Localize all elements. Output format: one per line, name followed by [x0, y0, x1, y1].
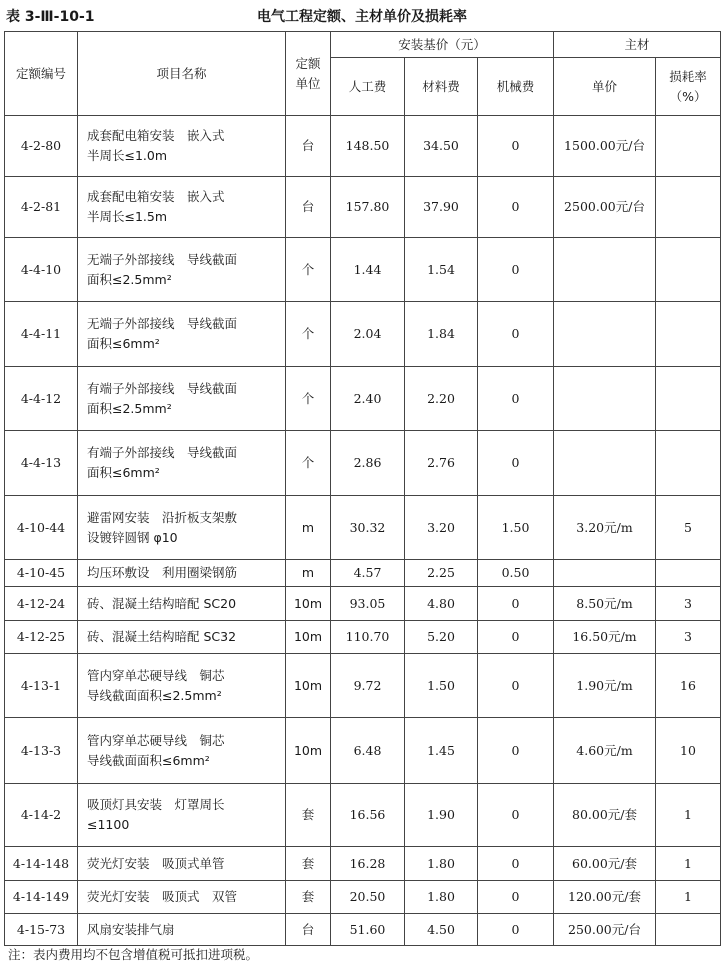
row-name-line: 面积≤2.5mm² [87, 271, 172, 287]
row-name-line: ≤1100 [87, 817, 130, 832]
row-name-line: 面积≤6mm² [87, 465, 160, 480]
row-machine: 0 [478, 784, 554, 847]
row-name-line: 均压环敷设 利用圈梁钢筋 [87, 565, 238, 580]
row-machine: 0 [478, 621, 554, 654]
row-name-line: 无端子外部接线 导线截面 [87, 251, 238, 267]
row-unit: 个 [286, 302, 331, 367]
row-unit: 套 [286, 784, 331, 847]
row-name [78, 116, 286, 177]
row-name [78, 431, 286, 496]
row-loss-rate [656, 238, 721, 302]
row-name-line: 砖、混凝土结构暗配 SC20 [87, 595, 237, 611]
row-name [78, 621, 286, 654]
row-material: 1.50 [405, 654, 478, 718]
row-code: 4-4-11 [5, 302, 78, 367]
row-machine: 1.50 [478, 496, 554, 560]
row-labor: 148.50 [331, 116, 405, 177]
row-machine: 0 [478, 847, 554, 881]
header-unit-line2: 单位 [295, 75, 321, 91]
row-material: 4.50 [405, 914, 478, 946]
row-name [78, 784, 286, 847]
table-row [5, 881, 721, 914]
row-name-line: 成套配电箱安装 嵌入式 [87, 189, 225, 204]
row-unit: 个 [286, 238, 331, 302]
table-row [5, 238, 721, 302]
row-name [78, 367, 286, 431]
row-unit-price [554, 367, 656, 431]
header-install-base: 安装基价（元） [331, 32, 554, 58]
row-labor: 30.32 [331, 496, 405, 560]
row-material: 37.90 [405, 177, 478, 238]
row-loss-rate: 3 [656, 621, 721, 654]
table-row [5, 914, 721, 946]
table-row [5, 367, 721, 431]
row-machine: 0 [478, 587, 554, 621]
row-unit-price: 3.20元/m [554, 496, 656, 560]
row-name-line: 成套配电箱安装 嵌入式 [87, 128, 225, 143]
row-material: 5.20 [405, 621, 478, 654]
row-name-line: 设镀锌圆钢 φ10 [87, 529, 178, 545]
table-row [5, 177, 721, 238]
table-row [5, 847, 721, 881]
row-labor: 157.80 [331, 177, 405, 238]
row-unit-price: 8.50元/m [554, 587, 656, 621]
row-material: 2.76 [405, 431, 478, 496]
row-name-line: 管内穿单芯硬导线 铜芯 [87, 667, 225, 683]
header-material: 材料费 [405, 58, 478, 116]
row-loss-rate [656, 302, 721, 367]
row-code: 4-14-149 [5, 881, 78, 914]
row-loss-rate [656, 177, 721, 238]
row-name-line: 有端子外部接线 导线截面 [87, 380, 238, 396]
row-material: 4.80 [405, 587, 478, 621]
row-code: 4-12-24 [5, 587, 78, 621]
header-machine: 机械费 [478, 58, 554, 116]
header-unit-line1: 定额 [295, 55, 321, 71]
row-machine: 0 [478, 881, 554, 914]
row-name [78, 718, 286, 784]
row-unit: 个 [286, 431, 331, 496]
table-note: 注：表内费用均不包含增值税可抵扣进项税。 [8, 947, 259, 962]
row-unit-price: 16.50元/m [554, 621, 656, 654]
row-code: 4-4-12 [5, 367, 78, 431]
row-machine: 0.50 [478, 560, 554, 587]
table-header [0, 6, 724, 28]
row-machine: 0 [478, 302, 554, 367]
table-body [5, 116, 721, 946]
row-name [78, 302, 286, 367]
row-loss-rate: 3 [656, 587, 721, 621]
table-row [5, 587, 721, 621]
row-name [78, 914, 286, 946]
row-name-line: 避雷网安装 沿折板支架敷 [87, 509, 238, 525]
row-machine: 0 [478, 177, 554, 238]
row-labor: 16.56 [331, 784, 405, 847]
row-unit-price: 4.60元/m [554, 718, 656, 784]
row-name [78, 587, 286, 621]
row-name-line: 荧光灯安装 吸顶式 双管 [87, 889, 238, 904]
row-name-line: 风扇安装排气扇 [87, 921, 175, 937]
row-loss-rate: 10 [656, 718, 721, 784]
row-unit: 10m [286, 587, 331, 621]
row-machine: 0 [478, 718, 554, 784]
row-name-line: 面积≤6mm² [87, 336, 160, 351]
row-material: 2.20 [405, 367, 478, 431]
quota-table [4, 31, 721, 946]
table-row [5, 302, 721, 367]
row-unit: 10m [286, 718, 331, 784]
header-unit-price: 单价 [554, 58, 656, 116]
row-unit: 套 [286, 881, 331, 914]
header-main-material: 主材 [554, 32, 721, 58]
row-name-line: 无端子外部接线 导线截面 [87, 316, 238, 331]
row-labor: 1.44 [331, 238, 405, 302]
row-code: 4-4-13 [5, 431, 78, 496]
row-labor: 93.05 [331, 587, 405, 621]
row-name-line: 吸顶灯具安装 灯罩周长 [87, 797, 225, 812]
row-unit: m [286, 560, 331, 587]
row-loss-rate: 1 [656, 881, 721, 914]
row-name-line: 面积≤2.5mm² [87, 400, 172, 416]
row-loss-rate: 16 [656, 654, 721, 718]
row-labor: 16.28 [331, 847, 405, 881]
row-name-line: 导线截面面积≤6mm² [87, 752, 210, 768]
row-name-line: 砖、混凝土结构暗配 SC32 [87, 629, 237, 644]
row-material: 1.45 [405, 718, 478, 784]
row-code: 4-14-148 [5, 847, 78, 881]
header-code: 定额编号 [5, 32, 78, 116]
table-number: 表 3-Ⅲ-10-1 [6, 9, 95, 25]
row-code: 4-12-25 [5, 621, 78, 654]
row-name [78, 881, 286, 914]
row-loss-rate [656, 367, 721, 431]
row-unit-price: 120.00元/套 [554, 881, 656, 914]
row-machine: 0 [478, 431, 554, 496]
row-unit-price [554, 238, 656, 302]
row-material: 1.80 [405, 881, 478, 914]
row-code: 4-13-1 [5, 654, 78, 718]
row-name-line: 管内穿单芯硬导线 铜芯 [87, 732, 225, 748]
row-code: 4-10-45 [5, 560, 78, 587]
row-loss-rate: 1 [656, 847, 721, 881]
row-code: 4-4-10 [5, 238, 78, 302]
row-material: 1.80 [405, 847, 478, 881]
row-unit-price [554, 302, 656, 367]
row-name-line: 导线截面面积≤2.5mm² [87, 687, 222, 703]
row-machine: 0 [478, 654, 554, 718]
header-unit [286, 32, 331, 116]
header-loss-line1: 损耗率 [669, 68, 707, 84]
row-material: 2.25 [405, 560, 478, 587]
row-labor: 9.72 [331, 654, 405, 718]
row-unit-price [554, 431, 656, 496]
row-name [78, 177, 286, 238]
table-row [5, 654, 721, 718]
header-name: 项目名称 [78, 32, 286, 116]
row-name [78, 654, 286, 718]
row-name-line: 荧光灯安装 吸顶式单管 [87, 855, 225, 871]
row-loss-rate: 5 [656, 496, 721, 560]
table-row [5, 718, 721, 784]
row-unit-price: 80.00元/套 [554, 784, 656, 847]
row-material: 1.84 [405, 302, 478, 367]
row-labor: 2.40 [331, 367, 405, 431]
row-material: 34.50 [405, 116, 478, 177]
row-unit: 台 [286, 177, 331, 238]
table-title: 电气工程定额、主材单价及损耗率 [257, 9, 467, 25]
row-unit-price: 1500.00元/台 [554, 116, 656, 177]
row-name [78, 847, 286, 881]
table-row [5, 431, 721, 496]
row-unit-price: 250.00元/台 [554, 914, 656, 946]
row-name-line: 半周长≤1.5m [87, 209, 168, 224]
row-code: 4-2-81 [5, 177, 78, 238]
row-labor: 6.48 [331, 718, 405, 784]
row-unit: 个 [286, 367, 331, 431]
row-labor: 51.60 [331, 914, 405, 946]
row-unit-price: 60.00元/套 [554, 847, 656, 881]
row-unit: 10m [286, 621, 331, 654]
row-machine: 0 [478, 914, 554, 946]
row-unit-price: 1.90元/m [554, 654, 656, 718]
header-labor: 人工费 [331, 58, 405, 116]
row-name [78, 238, 286, 302]
table-row [5, 784, 721, 847]
row-loss-rate [656, 116, 721, 177]
row-code: 4-14-2 [5, 784, 78, 847]
row-code: 4-2-80 [5, 116, 78, 177]
row-labor: 2.86 [331, 431, 405, 496]
row-unit-price: 2500.00元/台 [554, 177, 656, 238]
row-name [78, 560, 286, 587]
row-unit: 套 [286, 847, 331, 881]
row-name-line: 半周长≤1.0m [87, 148, 168, 163]
row-unit: 台 [286, 116, 331, 177]
row-material: 3.20 [405, 496, 478, 560]
row-labor: 2.04 [331, 302, 405, 367]
row-labor: 110.70 [331, 621, 405, 654]
row-material: 1.90 [405, 784, 478, 847]
row-name-line: 有端子外部接线 导线截面 [87, 445, 238, 460]
row-code: 4-13-3 [5, 718, 78, 784]
table-row [5, 560, 721, 587]
row-loss-rate [656, 914, 721, 946]
row-name [78, 496, 286, 560]
row-code: 4-15-73 [5, 914, 78, 946]
row-loss-rate [656, 560, 721, 587]
row-labor: 20.50 [331, 881, 405, 914]
header-loss-rate [656, 58, 721, 116]
row-machine: 0 [478, 367, 554, 431]
row-loss-rate [656, 431, 721, 496]
row-code: 4-10-44 [5, 496, 78, 560]
row-unit: 台 [286, 914, 331, 946]
row-unit: m [286, 496, 331, 560]
row-unit: 10m [286, 654, 331, 718]
row-unit-price [554, 560, 656, 587]
table-row [5, 116, 721, 177]
row-machine: 0 [478, 116, 554, 177]
row-loss-rate: 1 [656, 784, 721, 847]
row-labor: 4.57 [331, 560, 405, 587]
header-loss-line2: （%） [669, 88, 707, 104]
row-machine: 0 [478, 238, 554, 302]
table-row [5, 496, 721, 560]
table-row [5, 621, 721, 654]
row-material: 1.54 [405, 238, 478, 302]
